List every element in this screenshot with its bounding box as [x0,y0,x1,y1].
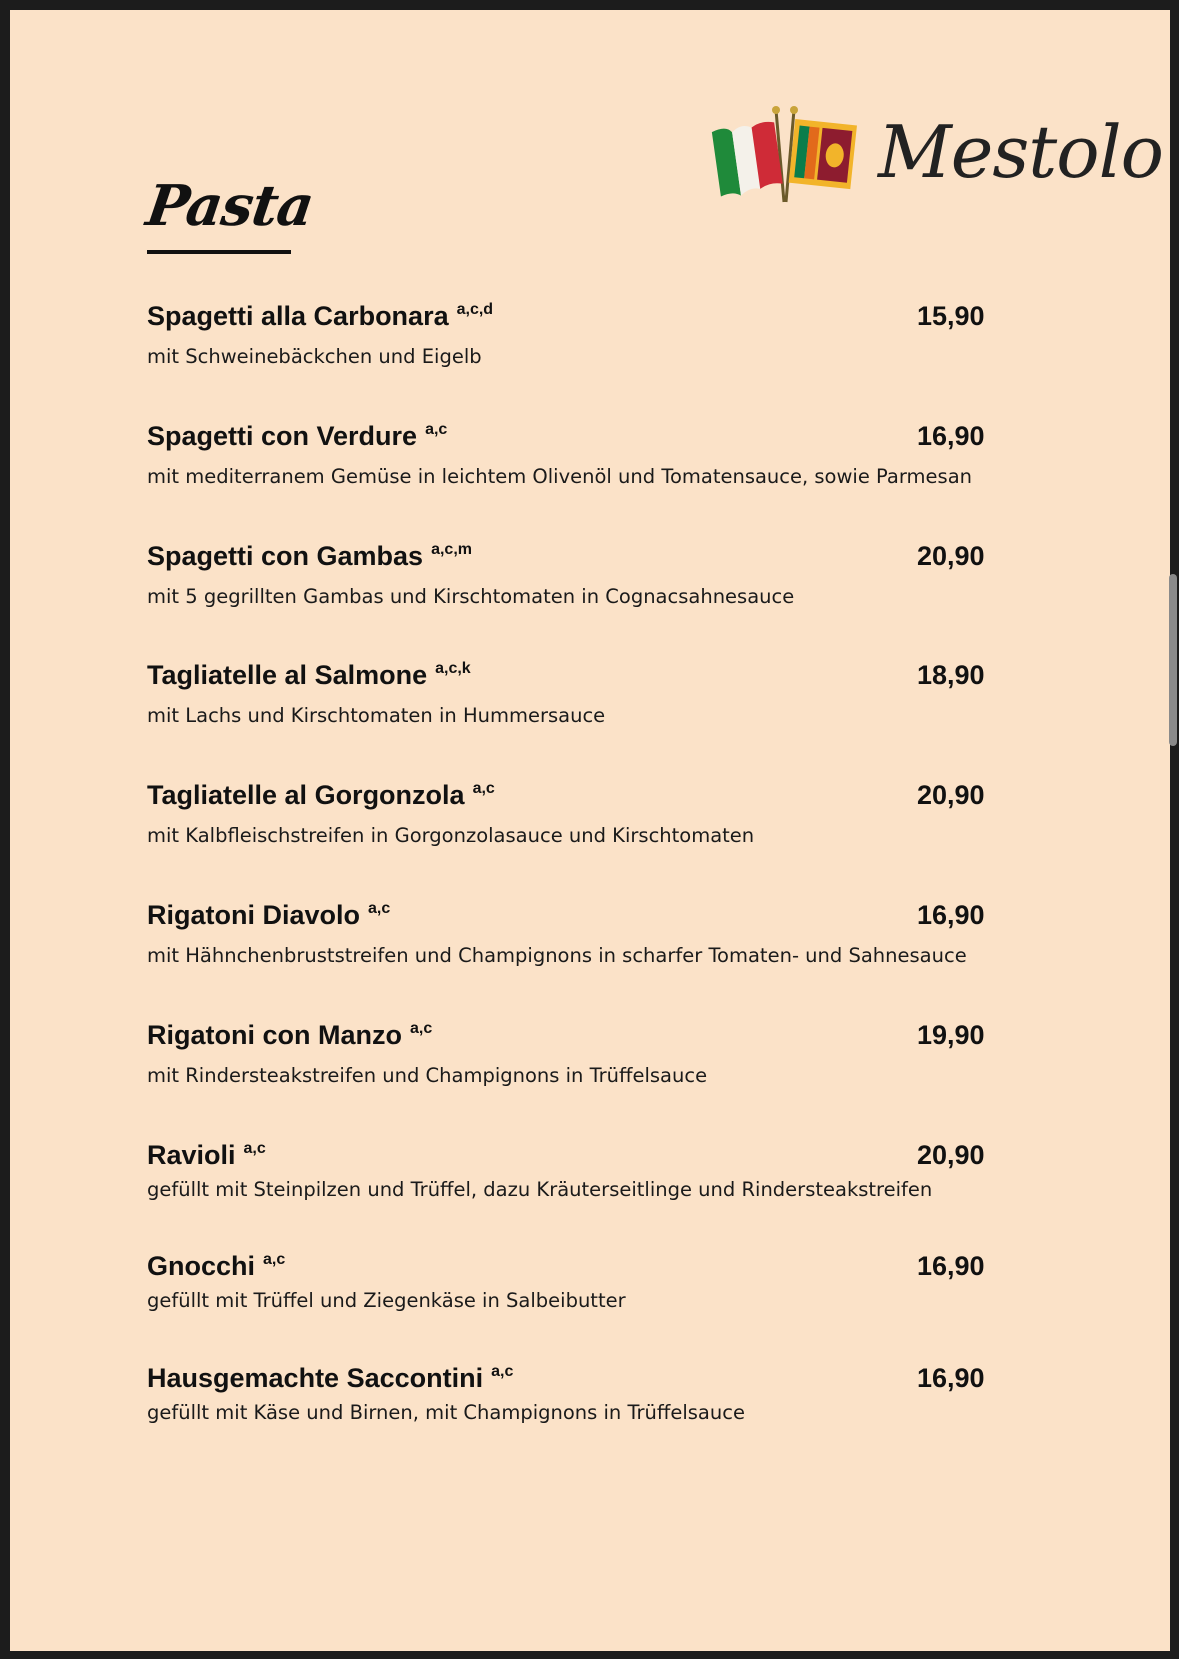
item-name [147,1251,285,1282]
section-title: Pasta [142,173,318,239]
item-price: 20,90 [917,780,985,810]
item-description: mit mediterranem Gemüse in leichtem Olivenöl und Tomatensauce, sowie Parmesan [147,465,973,488]
item-allergens: a,c [472,780,495,797]
item-price: 20,90 [917,541,985,571]
item-name-text: Rigatoni con Manzo [147,1020,402,1050]
item-allergens: a,c [368,900,391,917]
item-name-text: Spagetti con Gambas [147,541,424,571]
item-allergens: a,c,m [431,541,472,558]
item-allergens: a,c,d [456,301,494,318]
item-description: mit Hähnchenbruststreifen und Champignons in scharfer Tomaten- und Sahnesauce [147,944,967,967]
item-name-text: Hausgemachte Saccontini [147,1363,484,1393]
brand-logo [710,102,1163,212]
item-price: 20,90 [917,1140,985,1170]
item-allergens: a,c [263,1251,286,1268]
item-allergens: a,c,k [435,660,471,677]
item-description: mit Rindersteakstreifen und Champignons in Trüffelsauce [147,1064,708,1087]
item-name [147,900,390,931]
item-description: mit Lachs und Kirschtomaten in Hummersauce [147,704,606,727]
item-name-text: Rigatoni Diavolo [147,900,361,930]
item-price: 16,90 [917,900,985,930]
item-allergens: a,c [425,421,448,438]
crossed-flags-italy-sri-lanka-icon [710,102,860,212]
item-name-text: Tagliatelle al Salmone [147,660,428,690]
item-price: 15,90 [917,301,985,331]
item-name [147,660,471,691]
item-name [147,780,495,811]
item-name [147,1020,432,1051]
item-price: 18,90 [917,660,985,690]
item-price: 16,90 [917,1363,985,1393]
item-allergens: a,c [491,1363,514,1380]
item-description: mit 5 gegrillten Gambas und Kirschtomaten in Cognacsahnesauce [147,585,795,608]
item-name [147,1363,513,1394]
section-title-underline [147,250,291,254]
item-description: gefüllt mit Steinpilzen und Trüffel, dazu Kräuterseitlinge und Rindersteakstreifen [147,1178,933,1201]
item-name-text: Tagliatelle al Gorgonzola [147,780,465,810]
item-description: gefüllt mit Käse und Birnen, mit Champignons in Trüffelsauce [147,1401,745,1424]
item-name-text: Gnocchi [147,1251,256,1281]
brand-name: Mestolo [878,110,1163,194]
item-price: 16,90 [917,1251,985,1281]
item-allergens: a,c [409,1020,433,1037]
item-description: gefüllt mit Trüffel und Ziegenkäse in Salbeibutter [147,1289,626,1312]
scrollbar-thumb[interactable] [1169,574,1177,746]
item-description: mit Kalbfleischstreifen in Gorgonzolasauce und Kirschtomaten [147,824,755,847]
item-allergens: a,c [243,1140,266,1157]
item-name-text: Spagetti con Verdure [147,421,418,451]
item-name-text: Ravioli [147,1140,236,1170]
item-name [147,301,493,332]
item-price: 19,90 [917,1020,985,1050]
item-name [147,421,447,452]
item-price: 16,90 [917,421,985,451]
item-name [147,541,472,572]
item-description: mit Schweinebäckchen und Eigelb [147,345,482,368]
item-name [147,1140,266,1171]
menu-page [10,10,1170,1651]
item-name-text: Spagetti alla Carbonara [147,301,449,331]
